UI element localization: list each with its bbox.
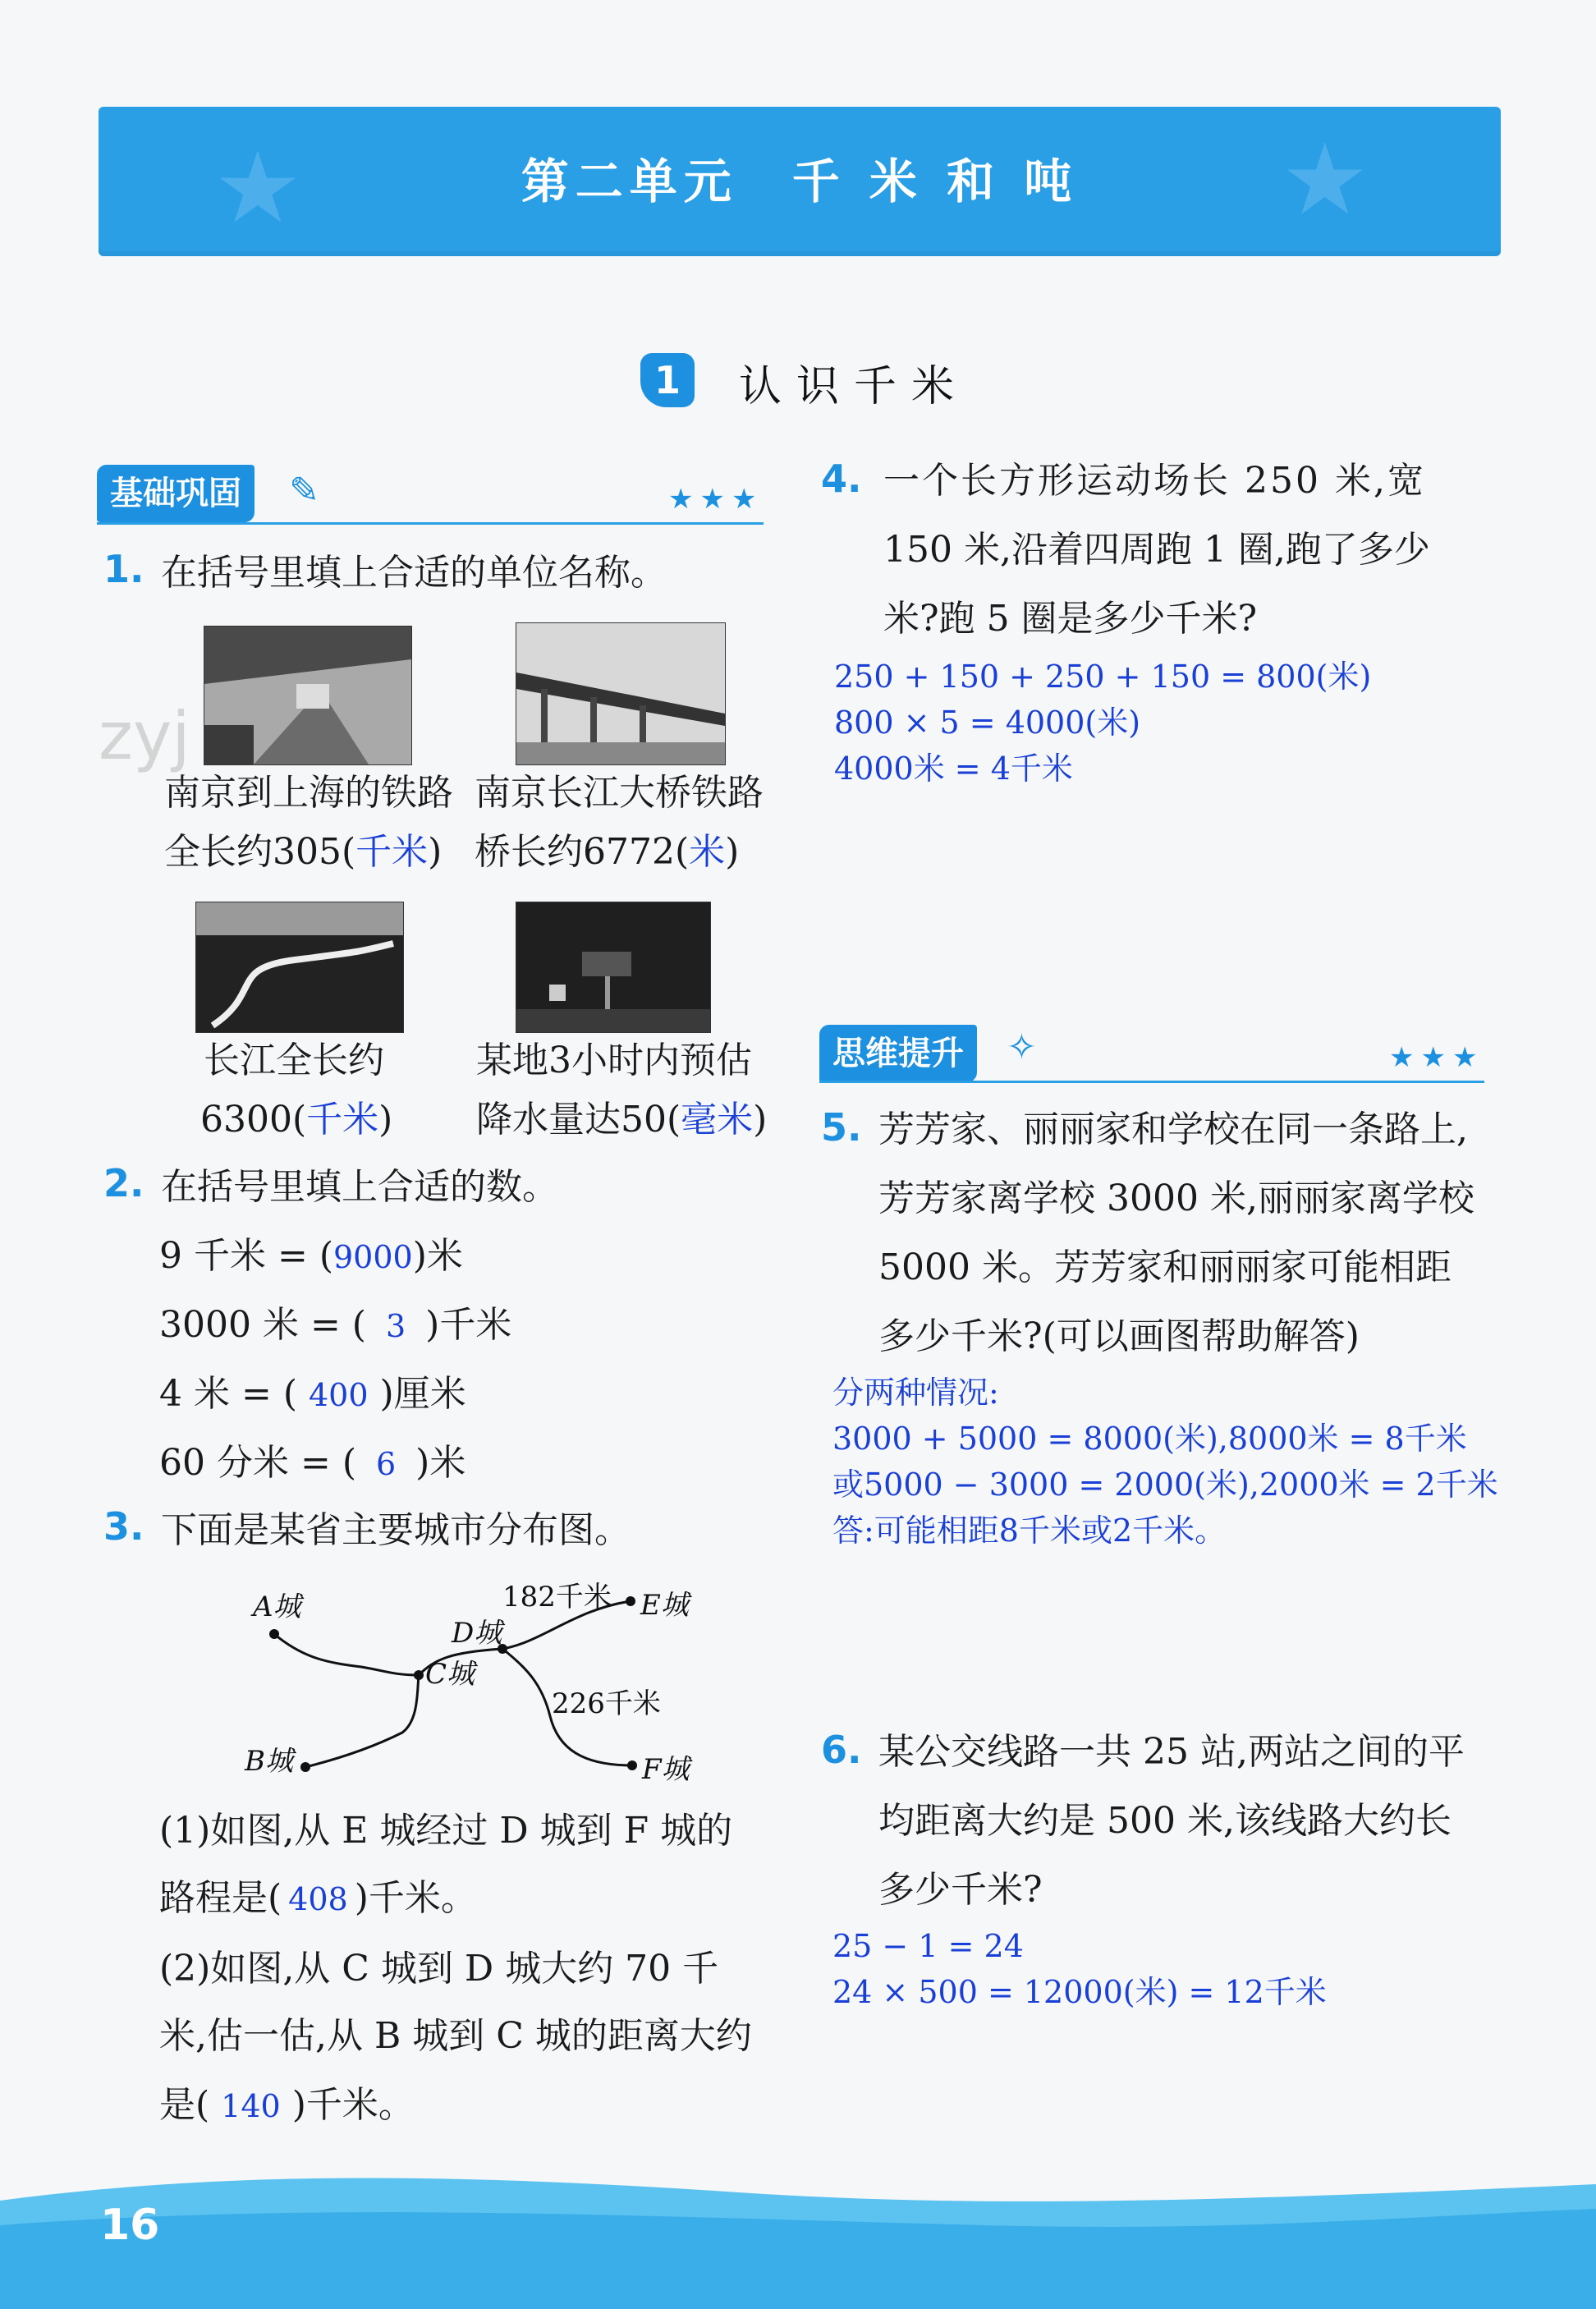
caption-line: 某地3小时内预估	[476, 1040, 752, 1081]
railway-photo	[204, 626, 412, 765]
question-number: 3.	[103, 1504, 144, 1549]
fill-in-text: 9 千米 = (	[159, 1235, 333, 1277]
section-divider	[819, 1081, 1484, 1083]
answer-line: 250 + 150 + 250 + 150 = 800(米)	[834, 659, 1372, 695]
caption-text: )	[753, 1099, 768, 1141]
subquestion-text: 路程是(	[159, 1877, 282, 1919]
bridge-image	[516, 623, 725, 764]
subquestion-line	[159, 1874, 477, 1924]
answer-text: 6	[375, 1446, 397, 1482]
subquestion-line: (2)如图,从 C 城到 D 城大约 70 千	[159, 1948, 719, 1990]
subquestion-line: 米,估一估,从 B 城到 C 城的距离大约	[159, 2015, 752, 2057]
fill-in-line	[159, 1370, 466, 1420]
answer-line: 或5000 − 3000 = 2000(米),2000米 = 2千米	[832, 1467, 1498, 1503]
caption-text: )	[378, 1099, 393, 1141]
difficulty-stars: ★★★	[1389, 1041, 1484, 1074]
section-tag-advanced: 思维提升	[819, 1025, 977, 1082]
caption-text: )	[428, 831, 443, 873]
unit-banner	[99, 107, 1501, 256]
city-map-diagram	[230, 1560, 739, 1798]
answer-text: 米	[689, 831, 726, 873]
question-line: 芳芳家离学校 3000 米,丽丽家离学校	[878, 1177, 1474, 1219]
question-line: 150 米,沿着四周跑 1 圈,跑了多少	[883, 529, 1430, 571]
city-b-label: B城	[245, 1745, 293, 1778]
fill-in-text: )千米	[425, 1304, 512, 1346]
difficulty-stars: ★★★	[668, 483, 764, 516]
caption-line	[164, 828, 442, 877]
answer-line: 3000 + 5000 = 8000(米),8000米 = 8千米	[832, 1421, 1467, 1457]
weather-station-image	[516, 902, 710, 1032]
subquestion-line	[159, 2081, 415, 2131]
watermark-text: zyj	[99, 698, 190, 774]
section-divider	[97, 522, 764, 525]
answer-line: 答:可能相距8千米或2千米。	[832, 1513, 1227, 1549]
sparkle-star-icon: ✧	[1007, 1026, 1037, 1068]
city-f-dot	[627, 1760, 637, 1770]
caption-text: 桥长约6772(	[475, 831, 690, 873]
pencil-icon: ✎	[289, 470, 319, 512]
caption-text: 全长约305(	[164, 831, 356, 873]
question-line: 芳芳家、丽丽家和学校在同一条路上,	[878, 1109, 1468, 1150]
distance-df-label: 226千米	[552, 1687, 661, 1720]
subquestion-line: (1)如图,从 E 城经过 D 城到 F 城的	[159, 1810, 733, 1852]
fill-in-line	[159, 1301, 511, 1351]
fill-in-line	[159, 1439, 466, 1489]
caption-text: )	[725, 831, 740, 873]
footer-wave	[0, 2168, 1596, 2309]
caption-line: 长江全长约	[204, 1040, 384, 1081]
fill-in-text: 4 米 = (	[159, 1373, 297, 1415]
question-prompt: 下面是某省主要城市分布图。	[161, 1509, 631, 1551]
city-f-label: F城	[642, 1753, 690, 1786]
star-decoration-icon: ★	[213, 131, 302, 246]
question-line: 某公交线路一共 25 站,两站之间的平	[878, 1731, 1465, 1773]
city-c-dot	[414, 1670, 424, 1680]
star-decoration-icon: ★	[1281, 123, 1369, 237]
answer-text: 140	[221, 2088, 281, 2124]
question-number: 4.	[821, 457, 862, 501]
question-number: 6.	[821, 1728, 862, 1772]
question-number: 2.	[103, 1161, 144, 1205]
caption-line: 南京长江大桥铁路	[475, 772, 764, 814]
caption-text: 6300(	[200, 1099, 307, 1141]
city-b-dot	[300, 1762, 310, 1772]
caption-line	[200, 1095, 392, 1145]
distance-de-label: 182千米	[502, 1581, 612, 1614]
answer-text: 千米	[306, 1099, 379, 1141]
road-b-c	[305, 1675, 419, 1767]
city-e-label: E城	[640, 1589, 689, 1622]
question-prompt: 在括号里填上合适的单位名称。	[161, 552, 667, 594]
fill-in-text: )厘米	[379, 1373, 466, 1415]
question-line: 均距离大约是 500 米,该线路大约长	[878, 1800, 1452, 1842]
city-d-label: D城	[452, 1617, 502, 1650]
answer-text: 千米	[355, 831, 429, 873]
answer-line: 800 × 5 = 4000(米)	[834, 705, 1141, 741]
river-photo	[195, 902, 404, 1033]
question-prompt: 在括号里填上合适的数。	[161, 1166, 558, 1208]
city-c-label: C城	[425, 1658, 475, 1691]
answer-text: 3	[385, 1308, 406, 1344]
question-line: 米?跑 5 圈是多少千米?	[883, 598, 1258, 640]
fill-in-text: 3000 米 = (	[159, 1304, 366, 1346]
caption-line	[476, 1095, 767, 1145]
answer-text: 9000	[333, 1239, 413, 1275]
answer-line: 4000米 = 4千米	[834, 751, 1073, 787]
city-a-label: A城	[253, 1591, 301, 1623]
lesson-number-badge: 1	[640, 353, 695, 407]
city-a-dot	[269, 1629, 279, 1639]
answer-text: 408	[288, 1881, 348, 1917]
city-e-dot	[626, 1596, 635, 1606]
caption-text: 降水量达50(	[476, 1099, 681, 1141]
river-image	[196, 902, 403, 1032]
road-a-c	[274, 1634, 419, 1675]
answer-text: 毫米	[681, 1099, 754, 1141]
lesson-title: 认识千米	[739, 362, 970, 411]
answer-line: 24 × 500 = 12000(米) = 12千米	[832, 1974, 1327, 2010]
fill-in-text: )米	[415, 1442, 466, 1484]
fill-in-line	[159, 1232, 463, 1282]
unit-title: 第二单元 千 米 和 吨	[521, 154, 1079, 209]
answer-text: 400	[309, 1377, 369, 1413]
question-line: 多少千米?	[878, 1869, 1043, 1911]
page-number: 16	[100, 2201, 160, 2250]
question-line: 一个长方形运动场长 250 米,宽	[883, 460, 1426, 502]
subquestion-text: )千米。	[354, 1877, 477, 1919]
section-tag-basic: 基础巩固	[97, 465, 255, 522]
subquestion-text: 是(	[159, 2084, 210, 2126]
answer-line: 25 − 1 = 24	[832, 1928, 1024, 1964]
subquestion-text: )千米。	[291, 2084, 415, 2126]
question-line: 5000 米。芳芳家和丽丽家可能相距	[878, 1246, 1452, 1288]
caption-line	[475, 828, 739, 877]
fill-in-text: )米	[412, 1235, 463, 1277]
weather-station-photo	[516, 902, 711, 1033]
answer-line: 分两种情况:	[832, 1375, 999, 1411]
bridge-photo	[516, 622, 726, 765]
question-number: 5.	[821, 1105, 862, 1150]
question-number: 1.	[103, 547, 144, 591]
fill-in-text: 60 分米 = (	[159, 1442, 356, 1484]
question-line: 多少千米?(可以画图帮助解答)	[878, 1315, 1360, 1357]
railway-image	[204, 627, 411, 764]
caption-line: 南京到上海的铁路	[164, 772, 453, 814]
